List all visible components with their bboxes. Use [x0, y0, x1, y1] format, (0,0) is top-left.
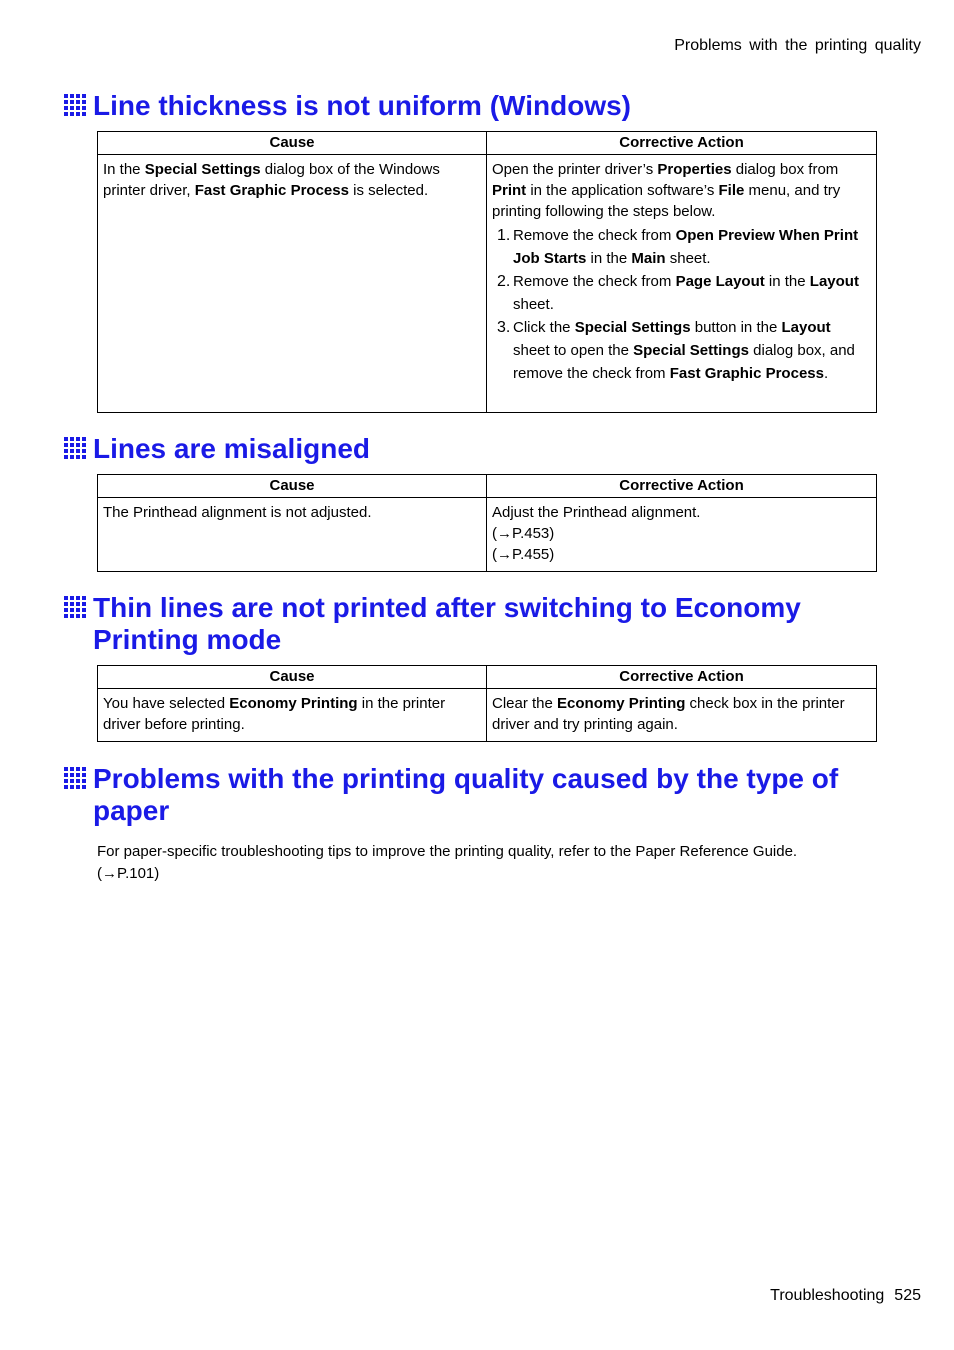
page-reference-link[interactable]: (→P.453): [492, 525, 555, 542]
footer-section: Troubleshooting: [770, 1287, 885, 1304]
paper-guide-paragraph: [97, 841, 887, 885]
table-row: [98, 498, 877, 572]
col-header-cause: Cause: [98, 475, 487, 498]
body-text: For paper-specific troubleshooting tips to improve the printing quality, refer to the Paper Reference Guide.: [97, 843, 798, 860]
list-item: 3. Click the Special Settings button in the Layout sheet to open the Special Settings dialog box, and remove the check from Fast Graphic Process.: [497, 319, 855, 382]
page-reference-link[interactable]: (→P.455): [492, 546, 555, 563]
table-row: [98, 689, 877, 742]
section-title-text: Thin lines are not printed after switching to Economy Printing mode: [93, 592, 801, 655]
grid-icon: [64, 94, 88, 118]
table-line-thickness: [97, 131, 877, 413]
action-intro: Open the printer driver’s Properties dialog box from Print in the application software’s File menu, and try printing following the steps below.: [492, 161, 841, 220]
col-header-cause: Cause: [98, 132, 487, 155]
section-title-thin-lines: [64, 592, 884, 656]
page-number: 525: [894, 1287, 921, 1304]
cause-cell: The Printhead alignment is not adjusted.: [98, 498, 487, 572]
section-title-text: Lines are misaligned: [93, 433, 370, 464]
section-title-misaligned: [64, 433, 884, 465]
action-cell: [487, 498, 877, 572]
grid-icon: [64, 767, 88, 791]
action-text: Adjust the Printhead alignment.: [492, 504, 701, 521]
table-thin-lines: [97, 665, 877, 742]
col-header-cause: Cause: [98, 666, 487, 689]
action-cell: Clear the Economy Printing check box in the printer driver and try printing again.: [487, 689, 877, 742]
grid-icon: [64, 596, 88, 620]
action-cell: [487, 155, 877, 413]
page-reference-link[interactable]: (→P.101): [97, 865, 160, 882]
table-header-row: [98, 475, 877, 498]
steps-list: [492, 224, 871, 385]
section-title-paper-type: [64, 763, 884, 827]
grid-icon: [64, 437, 88, 461]
section-title-line-thickness: [64, 90, 884, 122]
col-header-action: Corrective Action: [487, 666, 877, 689]
section-title-text: Line thickness is not uniform (Windows): [93, 90, 631, 121]
col-header-action: Corrective Action: [487, 132, 877, 155]
page-footer: [770, 1287, 921, 1305]
table-header-row: [98, 666, 877, 689]
list-item: 1. Remove the check from Open Preview When Print Job Starts in the Main sheet.: [497, 227, 859, 267]
cause-cell: In the Special Settings dialog box of the Windows printer driver, Fast Graphic Process is selected.: [98, 155, 487, 413]
section-title-text: Problems with the printing quality caused by the type of paper: [93, 763, 839, 826]
table-misaligned: [97, 474, 877, 572]
running-header: Problems with the printing quality: [674, 37, 921, 54]
col-header-action: Corrective Action: [487, 475, 877, 498]
table-row: [98, 155, 877, 413]
cause-cell: You have selected Economy Printing in the printer driver before printing.: [98, 689, 487, 742]
list-item: 2. Remove the check from Page Layout in the Layout sheet.: [497, 273, 859, 313]
table-header-row: [98, 132, 877, 155]
